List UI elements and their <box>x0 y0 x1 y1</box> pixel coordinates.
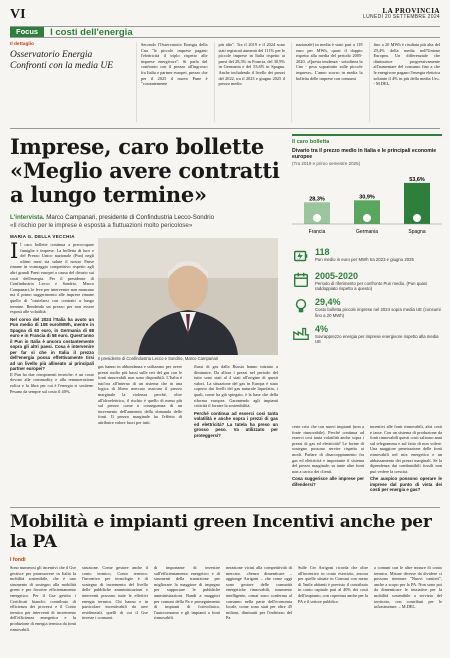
interview-photo <box>98 238 278 355</box>
section-label: I fondi <box>10 557 26 563</box>
chart-subtitle: (Tra 2019 e primo semestre 2025) <box>292 160 361 166</box>
category-label: Francia <box>308 228 326 235</box>
detail-label: Il dettaglio <box>10 42 34 47</box>
detail-column: più alto". Tra il 2019 e il 2024 sono stati registrati aumenti del 111% per le piccole imprese in Italia rispetto ai paesi del 28,3% in Francia, del 30,9% in Germania e del 53,6% in Spagna. Anche includendo il livello dei prezzi del 2022, tra il 2023 e giugno 2025 il prezzo medio <box>214 42 286 122</box>
data-label: 53,6% <box>409 176 425 183</box>
section-title: I costi dell'energia <box>50 26 133 38</box>
interview-question: Cosa suggerisce alle imprese per difendersi? <box>292 476 364 487</box>
portrait-illustration <box>98 238 278 355</box>
detail-column: Secondo l'Osservatorio Energia della Cna "le piccole imprese pagano l'elettricità il triplo rispetto alle imprese energivore". Si parla del confronto con il prezzo all'ingrosso fra Italia e partner europei, prezzo che per il 2025 il nuovo Pune è "costantemente <box>136 42 208 122</box>
masthead <box>10 8 440 22</box>
battery-icon <box>292 247 310 265</box>
stat-value: 4% <box>315 324 329 334</box>
body-column: di importante di investire sull'efficientamento energetico e di strumenti della transizione per migliorare la maggiore di impegno per supportare le pubbliche amministrazioni. Bandi a maggiori per comuni della Pa e proseguimento di impianti di fotovoltaico, l'autoconsumo e gli impianti a fonti rinnovabili. <box>154 565 220 621</box>
paper-name: LA PROVINCIA <box>382 7 440 15</box>
section-bar <box>10 26 440 38</box>
body-column: Sono numerosi gli incentivi che il Gse gestisce per promuovere in Italia la mobilità sostenibile, che è uno strumento di sostegno alla mobilità green e per favorire efficientamento energetico. Per il Gse gestito i Certificati bianchi: contributo di efficienza dei processi e il Conto termico per interventi di incremento dell'efficienza energetica e la produzione di energia termica da fonti rinnovabili. <box>10 565 76 632</box>
page-number: VI <box>10 7 26 22</box>
stat-item <box>292 247 442 265</box>
stat-text: Pun medio in euro per MWh tra 2023 e giugno 2025 <box>315 256 414 262</box>
body-text: incentivi alle fonti rinnovabili, altri costi e tasse. Con un sistema di produzione da fonti rinnovabili questi costi salirono anni sul telegramma e sul fatto di non volere. Una maggiore penetrazione delle fonti rinnovabili nel mix energetico e un abbassamento dei prezzi marginali. Se la dipendenza dai combustibili fossili non può vedere la crescita. <box>370 424 442 474</box>
byline: MARIA G. DELLA VECCHIA <box>10 234 75 239</box>
stat-value: 29,4% <box>315 297 341 308</box>
interview-question: Nel corso del 2024 l'Italia ha avuto un Pun medio di 108 euro/MWh, mentre in Spagna di 63 euro, in Germania di 68 euro e in Francia di 58 euro. Quest'anno il Pun in Italia è ancora costantemente sopra gli altri paesi. Cosa è intervenire per far sì che in Italia il prezzo dell'energia possa effettivamente tirsi ad un livello più allineato ai principali partner europei? <box>10 316 94 372</box>
body-column: a comuni con le altre misure di conto termico. Misure diverse da dividere ci possono rientrare "Nuovi cantieri", anche a scopo per la PA. Non sono poi da dimenticare le iniziative per la mobilità sostenibile a servizio del territorio, con contributi per le infrastrutture. – M.DEL. <box>374 565 442 610</box>
divider <box>10 507 440 508</box>
body-column <box>292 424 364 504</box>
stat-value: 118 <box>315 246 330 257</box>
body-column <box>370 424 442 504</box>
data-label: 30,9% <box>359 194 375 201</box>
stat-item <box>292 297 442 318</box>
body-column <box>194 364 278 504</box>
photo-caption: Il presidente di Confindustria Lecco e Sondrio, Marco Campanari <box>98 356 219 361</box>
stat-text: Costo bolletta piccole imprese nel 2024 sopra media UE (consumi fino a 20 MWh) <box>315 307 441 318</box>
issue-date: LUNEDÌ 20 SETTEMBRE 2024 <box>363 14 440 20</box>
category-label: Spagna <box>408 228 426 235</box>
body-column: nerazione vicini alla competitività di mercato. «Senza dimenticare – aggiunge Arrigoni – che come oggi sono gestore delle comunità energetiche rinnovabili, strumento intelligente, ormai sono conferma al consumo nella parte dell'economia locale, come sono stati per oltre 45 milioni, diminuiti per l'indirizzo del Pa. <box>226 565 292 621</box>
detail-strip <box>10 42 440 122</box>
body-text: certe crisi che con nuovi impianti (non a fonte rinnovabile). Perché continua ad esserci così tanta volatilità anche sopra i prezzi di gas ed elettricità? Le forme di sostegno possono servire rispetto ai modi. Parlare di disaccoppiamento fra gas ed elettricità e importante il sistema del prezzo marginale, su tante altre fonti non a carico dei clienti. <box>292 424 364 474</box>
bar-chart <box>292 168 442 236</box>
interview-question: Che auspico possono operare le imprese dal punto di vista dei costi per energia e gas? <box>370 476 442 493</box>
flag-france-icon <box>314 214 321 221</box>
detail-box <box>10 42 130 122</box>
stat-value: 2005-2020 <box>315 270 359 281</box>
body-text: flussi di gas dalla Russia hanno iniziato a diminuire. Da allora i prezzi nel periodo del tutto sono stati al 4 stati all'origine di questi valori. La situazione del gas in Europa è stato coperto dai livelli del gas naturale liquefatto, i quali, come ha già spiegato, è la base che della riforma europea. Garantendo agli impianti criticità il fornire la sostenibilità. <box>194 364 278 409</box>
body-column: gas hanno in abbondanza e utilizzano per avere prezzi molto più bassi sulle reti del gas con le fonti rinnovabili non sono disponibili. L'Italia è tutt'ora all'interno di un sistema che in una logica di libero mercato assicura il prezzo marginale la violenza perché, oltre all'idroelettrica, il rischio è quello di meno più sul prezzo come a conseguenza di un incremento dell'aumento della domanda delle fonti. Il prezzo marginale ha l'effetto di attribuire valore fuori per tutti. <box>98 364 182 425</box>
paper-info <box>363 8 440 20</box>
factory-icon <box>292 324 310 342</box>
section-tag: Focus <box>10 27 44 37</box>
category-label: Germania <box>356 228 378 235</box>
infobox-header: Il caro bolletta <box>292 139 330 145</box>
stat-item <box>292 324 442 345</box>
bulb-icon <box>292 297 310 315</box>
divider <box>10 128 440 129</box>
detail-title: Osservatorio Energia Confronti con la media UE <box>10 50 114 71</box>
interview-quote: «Il rischio per le imprese è esposta a fluttuazioni molto pericolose» <box>10 222 193 229</box>
stat-text: Periodo di riferimento per confronto Pun medio. (Pun quasi raddoppiato rispetto a questo) <box>315 280 428 292</box>
detail-column: nazionale) in media è stato pari a 118 euro per MWh, quasi il doppio rispetto alla media del periodo 2005-2020. «Questa tendenza - sottolinea la Cna - pesa soprattutto sulle piccole imprese». L'anno scorso in media la bolletta delle imprese con consumi <box>291 42 363 122</box>
calendar-icon <box>292 271 310 289</box>
flag-spain-icon <box>414 214 421 221</box>
infobox <box>292 134 442 419</box>
stat-text: Sovrapprezzo energia per imprese energivore rispetto alla media UE <box>315 334 439 345</box>
flag-germany-icon <box>364 214 371 221</box>
secondary-headline: Mobilità e impianti green Incentivi anche per la PA <box>10 512 432 552</box>
body-column: struzione. Come gestore anche il conto termico, Conto termico: l'incentivo per tecnologie è di sostegno di incremento del livello delle pubbliche amministrazioni e interventi possono tutte le effettivi energia termica. Chi hanno e in particolare incentivabili da aree residenziali, quelli di cui il Gse investe i consumi. <box>82 565 148 621</box>
drop-cap: I <box>10 242 19 263</box>
body-column: Sulle Cer Arrigoni ricorda che oltre all'incentivo in conto esercizio, ancora per quelle situate in Comuni con meno di 5mila abitanti è previsto il contributo in conto capitale pari al 40% dei costi dell'impianto, con copertura anche per la PA e il settore pubblico. <box>298 565 368 604</box>
article-headline: Imprese, caro bollette «Meglio avere contratti a lungo termine» <box>10 134 280 207</box>
stat-item <box>292 271 442 292</box>
data-label: 28,3% <box>309 196 325 203</box>
body-column <box>10 242 94 504</box>
interview-question: Perché continua ad esserci così tanta volatilità e anche sopra i prezzi di gas ed elettricità? La tutela ha preso un grosso peso. Va utilizzato per proteggersi? <box>194 410 278 438</box>
interview-intro <box>10 214 290 230</box>
body-text: l caro bollette continua a preoccupare famiglie e imprese. La bolletta di luce e del Prezzo Unico nazionale (Pun) negli ultimi mesi sta salute il nostro Paese rimane in svantaggio competitivo rispetto agli altri grandi Paesi europei a causa del divario sui costi dell'energia. Per il presidente di Confindustria Lecco e Sondrio, Marco Campanari, le leve per intervenire non mancano ma il primo suggerimento alle imprese rimane quello di "cautelarsi con contratti a lungo termine. Rendendo un prezzo per non essere esposti alle volatilità. <box>10 242 94 315</box>
body-text: Il Pun ha due componenti tecniche: è un costo dovuto alle commodity e alla remunerazione eolica e la fibra per cui è l'energia si sostiene. Pesano da sempre sul costo il 40%. <box>10 371 94 394</box>
interview-label: L'intervista. <box>10 214 45 221</box>
detail-column: fino a 20 MWh è risultata più alta del 29,4% della media nell'Unione Europea. Un differenziale che diminuisce progressivamente all'aumentare del consumo fino a che le energivore pagano l'energia elettrica soltanto il 4% in più della media Ue». - M.DEL. <box>369 42 441 122</box>
interview-subject: Marco Campanari, presidente di Confindustria Lecco-Sondrio <box>46 214 215 221</box>
chart-title: Divario tra il prezzo medio in Italia e le principali economie europee <box>292 148 437 161</box>
